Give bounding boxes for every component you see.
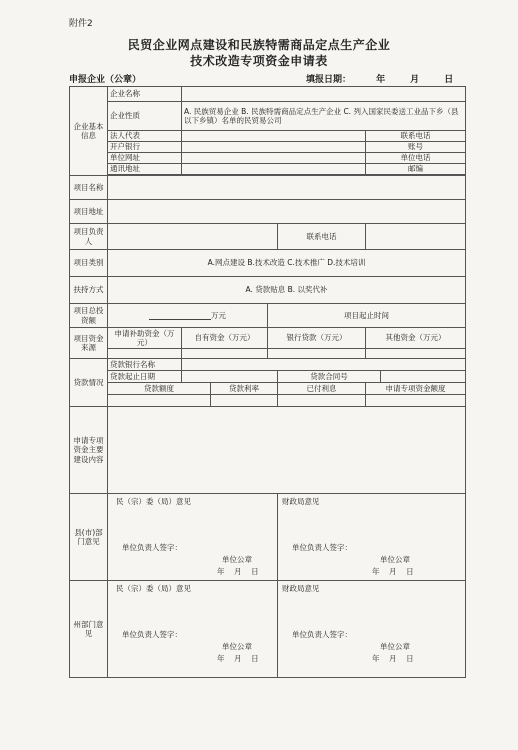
loan-dates-field[interactable] [182, 371, 278, 383]
state-finance-signature: 单位负责人签字： [292, 630, 352, 639]
address-label: 通讯地址 [108, 164, 182, 175]
project-period-label: 项目起止时间 [268, 304, 466, 328]
bank-field[interactable] [182, 142, 366, 153]
county-finance-opinion[interactable] [278, 494, 466, 581]
fund-loan-field[interactable] [268, 349, 366, 359]
company-nature-options: A. 民族贸易企业 B. 民族特需商品定点生产企业 C. 列入国家民委送工业品下乡（县以下乡镇）名单的民贸易公司 [182, 102, 466, 131]
loan-bank-label: 贷款银行名称 [108, 359, 182, 371]
loan-amount-field[interactable] [108, 395, 211, 407]
fund-subsidy-label: 申请补助资金（万元） [108, 328, 182, 349]
fill-date-label: 填报日期： [306, 75, 352, 85]
loan-rate-label: 贷款利率 [211, 383, 278, 395]
total-investment-unit: 万元 [211, 310, 226, 320]
county-finance-seal: 单位公章 [380, 555, 410, 564]
county-finance-title: 财政局意见 [282, 497, 320, 506]
website-field[interactable] [182, 153, 366, 164]
company-name-field[interactable] [182, 87, 466, 102]
paid-interest-field[interactable] [278, 395, 366, 407]
fund-own-field[interactable] [182, 349, 268, 359]
total-investment-field[interactable] [108, 304, 268, 328]
attachment-label: 附件2 [69, 19, 93, 29]
fund-subsidy-field[interactable] [108, 349, 182, 359]
bank-label: 开户银行 [108, 142, 182, 153]
form-title-line1: 民贸企业网点建设和民族特需商品定点生产企业 [127, 38, 391, 52]
loan-bank-field[interactable] [182, 359, 466, 371]
project-leader-field[interactable] [108, 224, 278, 250]
total-investment-label: 项目总投资额 [70, 304, 108, 328]
contact-phone-label: 联系电话 [366, 131, 466, 142]
project-category-options: A.网点建设 B.技术改造 C.技术推广 D.技术培训 [108, 250, 466, 277]
state-ethnic-seal: 单位公章 [222, 642, 252, 651]
loan-section-label: 贷款情况 [70, 359, 108, 407]
state-section-label: 州部门意见 [70, 581, 108, 678]
applicant-label: 申报企业（公章） [69, 75, 142, 85]
project-category-label: 项目类别 [70, 250, 108, 277]
state-finance-date: 年 月 日 [372, 654, 414, 663]
fund-other-field[interactable] [366, 349, 466, 359]
state-finance-seal: 单位公章 [380, 642, 410, 651]
project-leader-phone-field[interactable] [366, 224, 466, 250]
address-field[interactable] [182, 164, 366, 175]
loan-amount-label: 贷款额度 [108, 383, 211, 395]
legal-rep-label: 法人代表 [108, 131, 182, 142]
county-ethnic-signature: 单位负责人签字： [122, 543, 182, 552]
loan-rate-field[interactable] [211, 395, 278, 407]
form-title-line2: 技术改造专项资金申请表 [190, 54, 328, 68]
support-method-options: A. 贷款贴息 B. 以奖代补 [108, 277, 466, 304]
state-finance-title: 财政局意见 [282, 584, 320, 593]
state-ethnic-title: 民（宗）委（局）意见 [116, 584, 191, 593]
fill-date [306, 72, 453, 85]
fund-loan-label: 银行贷款（万元） [268, 328, 366, 349]
county-finance-signature: 单位负责人签字： [292, 543, 352, 552]
state-ethnic-signature: 单位负责人签字： [122, 630, 182, 639]
project-address-field[interactable] [108, 200, 466, 224]
state-finance-opinion[interactable] [278, 581, 466, 678]
county-ethnic-date: 年 月 日 [217, 567, 259, 576]
company-nature-label: 企业性质 [108, 102, 182, 131]
state-ethnic-opinion[interactable] [108, 581, 278, 678]
fund-own-label: 自有资金（万元） [182, 328, 268, 349]
application-form-table [69, 86, 466, 678]
company-section-label: 企业基本信息 [70, 87, 108, 176]
county-ethnic-seal: 单位公章 [222, 555, 252, 564]
unit-phone-label: 单位电话 [366, 153, 466, 164]
apply-amount-field[interactable] [366, 395, 466, 407]
fund-other-label: 其他资金（万元） [366, 328, 466, 349]
legal-rep-field[interactable] [182, 131, 366, 142]
county-section-label: 县(市)部门意见 [70, 494, 108, 581]
postcode-label: 邮编 [366, 164, 466, 175]
loan-contract-field[interactable] [381, 371, 466, 383]
county-ethnic-title: 民（宗）委（局）意见 [116, 497, 191, 506]
county-ethnic-opinion[interactable] [108, 494, 278, 581]
project-name-label: 项目名称 [70, 176, 108, 200]
project-name-field[interactable] [108, 176, 466, 200]
state-ethnic-date: 年 月 日 [217, 654, 259, 663]
website-label: 单位网址 [108, 153, 182, 164]
county-finance-date: 年 月 日 [372, 567, 414, 576]
fill-date-parts: 年 月 日 [376, 75, 454, 85]
construction-content-field[interactable] [108, 407, 466, 494]
company-name-label: 企业名称 [108, 87, 182, 102]
loan-dates-label: 贷款起止日期 [108, 371, 182, 383]
account-label: 账号 [366, 142, 466, 153]
paid-interest-label: 已付利息 [278, 383, 366, 395]
project-leader-label: 项目负责人 [70, 224, 108, 250]
apply-amount-label: 申请专项资金额度 [366, 383, 466, 395]
total-investment-blank [149, 311, 211, 320]
project-leader-phone-label: 联系电话 [278, 224, 366, 250]
support-method-label: 扶持方式 [70, 277, 108, 304]
project-address-label: 项目地址 [70, 200, 108, 224]
construction-content-label: 申请专项资金主要建设内容 [70, 407, 108, 494]
funding-source-label: 项目资金来源 [70, 328, 108, 359]
loan-contract-label: 贷款合同号 [278, 371, 381, 383]
